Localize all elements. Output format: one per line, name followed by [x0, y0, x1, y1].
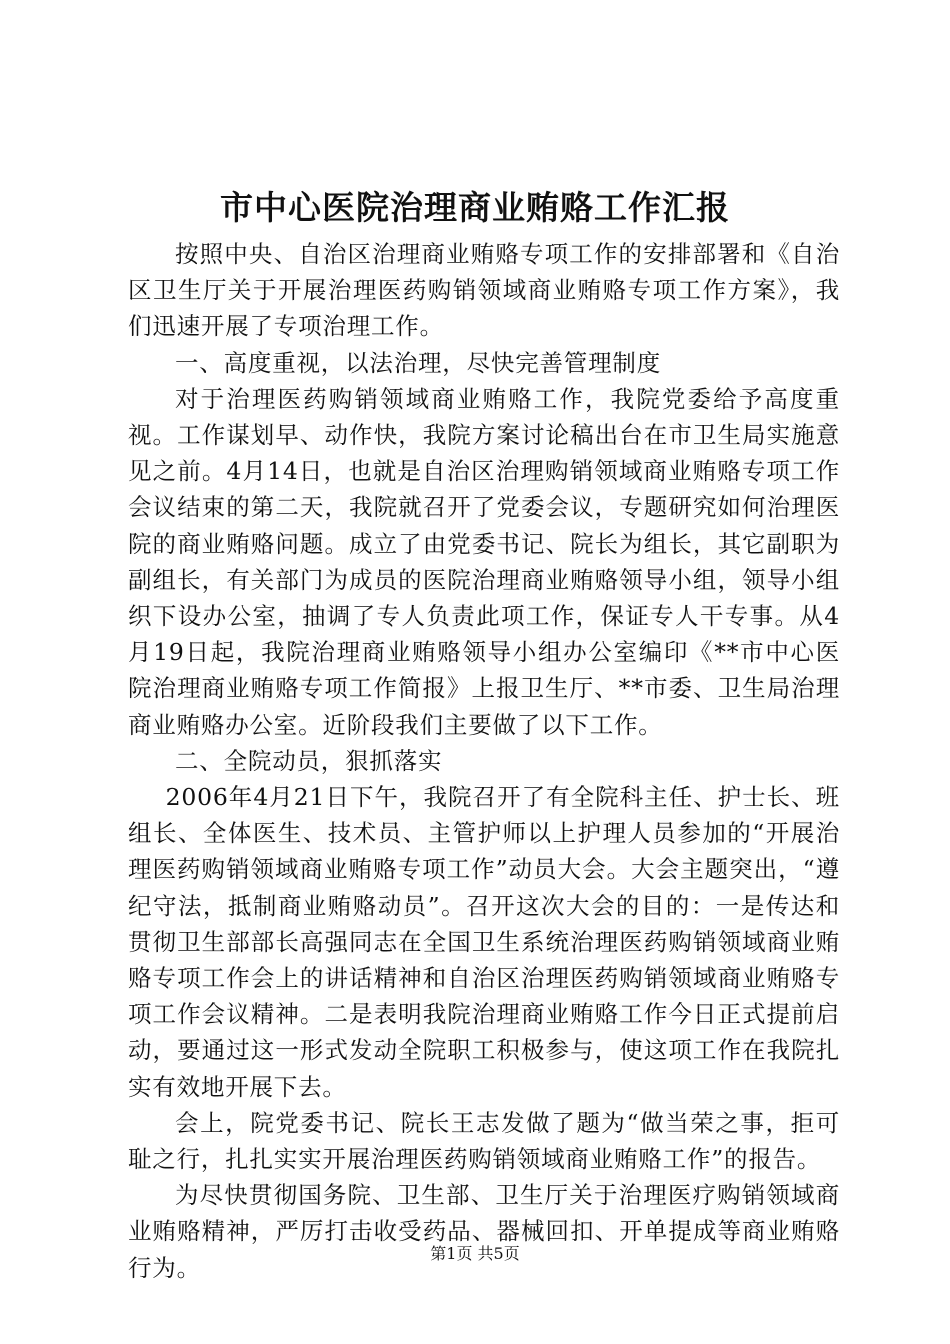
section-1-paragraph: 对于治理医药购销领域商业贿赂工作，我院党委给予高度重视。工作谋划早、动作快，我院方案讨论稿出台在市卫生局实施意见之前。4月14日，也就是自治区治理购销领域商业贿赂专项工作会议结束的第二天，我院就召开了党委会议，专题研究如何治理医院的商业贿赂问题。成立了由党委书记、院长为组长，其它副职为副组长，有关部门为成员的医院治理商业贿赂领导小组，领导小组织下设办公室，抽调了专人负责此项工作，保证专人干专事。从4月19日起，我院治理商业贿赂领导小组办公室编印《**市中心医院治理商业贿赂专项工作简报》上报卫生厅、**市委、卫生局治理商业贿赂办公室。近阶段我们主要做了以下工作。: [128, 384, 840, 739]
implementation-paragraph: 为尽快贯彻国务院、卫生部、卫生厅关于治理医疗购销领域商业贿赂精神，严厉打击收受药品、器械回扣、开单提成等商业贿赂行为。: [128, 1181, 840, 1282]
section-2-paragraph: 2006年4月21日下午，我院召开了有全院科主任、护士长、班组长、全体医生、技术员、主管护师以上护理人员参加的“开展治理医药购销领域商业贿赂专项工作”动员大会。大会主题突出，“遵纪守法，抵制商业贿赂动员”。召开这次大会的目的：一是传达和贯彻卫生部部长高强同志在全国卫生系统治理医药购销领域商业贿赂专项工作会上的讲话精神和自治区治理医药购销领域商业贿赂专项工作会议精神。二是表明我院治理商业贿赂工作今日正式提前启动，要通过这一形式发动全院职工积极参与，使这项工作在我院扎实有效地开展下去。: [128, 783, 840, 1101]
meeting-report-paragraph: 会上，院党委书记、院长王志发做了题为“做当荣之事，拒可耻之行，扎扎实实开展治理医药购销领域商业贿赂工作”的报告。: [128, 1108, 840, 1174]
document-title: 市中心医院治理商业贿赂工作汇报: [220, 188, 730, 227]
section-heading-2: 二、全院动员，狠抓落实: [175, 746, 443, 775]
intro-paragraph: 按照中央、自治区治理商业贿赂专项工作的安排部署和《自治区卫生厅关于开展治理医药购销领域商业贿赂专项工作方案》，我们迅速开展了专项治理工作。: [128, 240, 840, 341]
page-number-footer: 第1页 共5页: [430, 1244, 520, 1263]
section-heading-1: 一、高度重视，以法治理，尽快完善管理制度: [175, 348, 661, 377]
document-body: [128, 236, 840, 1286]
